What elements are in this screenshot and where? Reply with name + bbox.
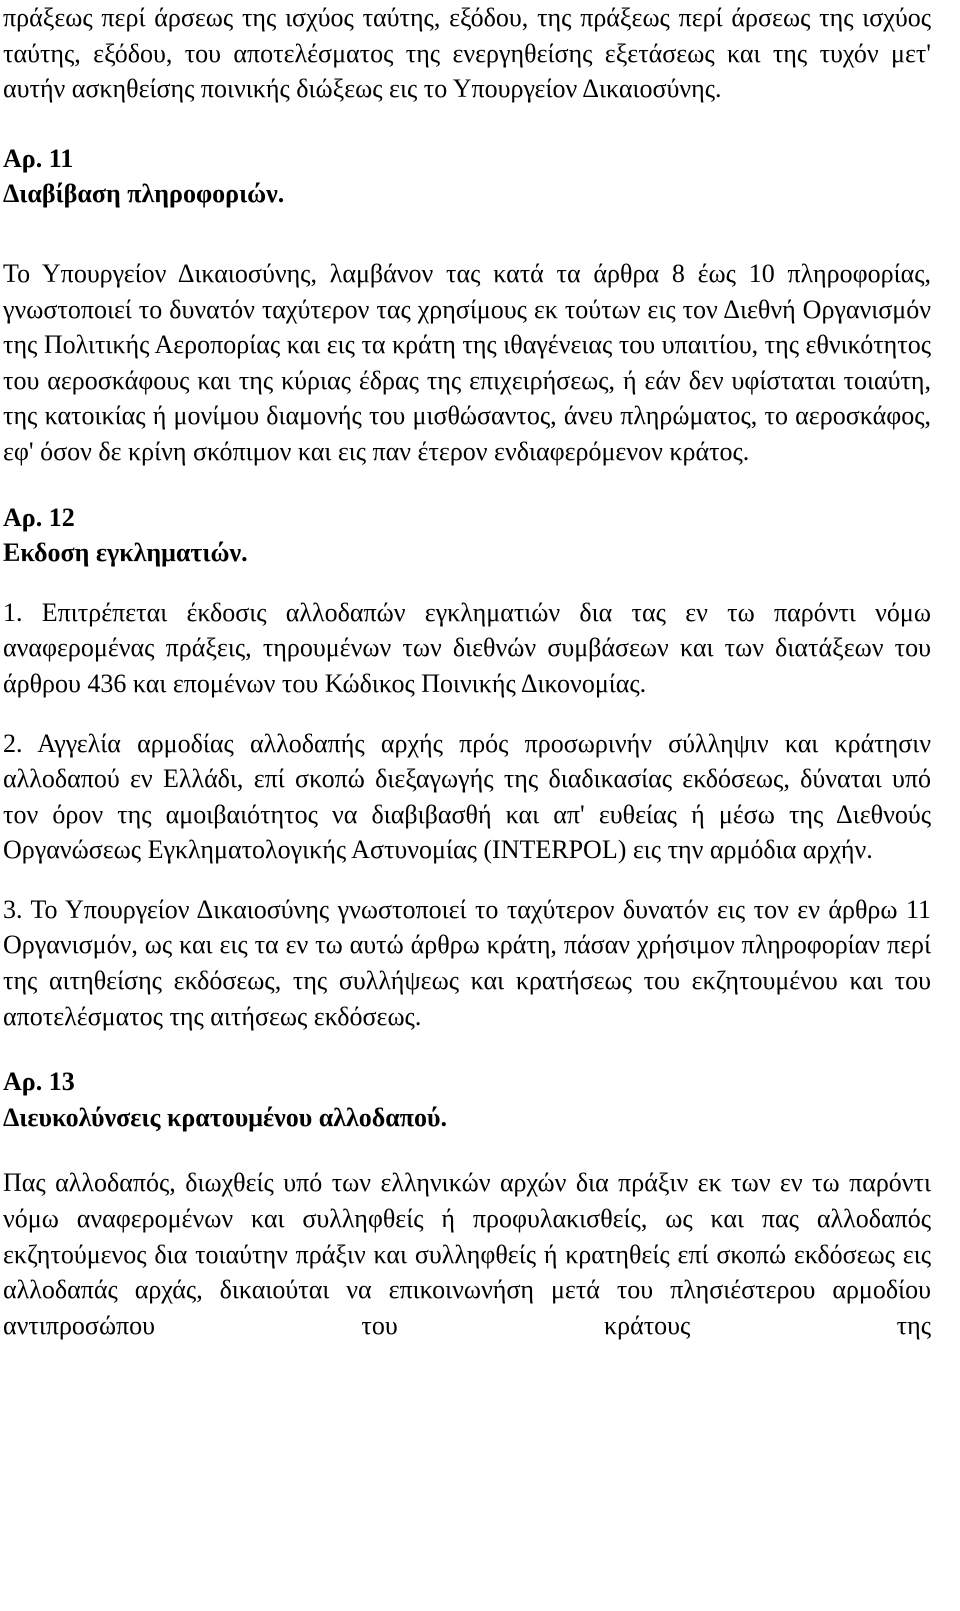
spacer [3, 212, 931, 256]
article-13-title: Διευκολύνσεις κρατουμένου αλλοδαπού. [3, 1102, 448, 1132]
article-13-number: Αρ. 13 [3, 1067, 75, 1097]
spacer [3, 1034, 931, 1064]
article-12-paragraph-3: 3. Το Υπουργείον Δικαιοσύνης γνωστοποιεί το ταχύτερον δυνατόν εις τον εν άρθρω 11 Οργανισμόν, ως και εις τα εν τω αυτώ άρθρω κράτη, πάσαν χρήσιμον πληροφορίαν περί της αιτηθείσης εκδόσεως, της συλλήψεως και κρατήσεως του εκζητουμένου και του αποτελέσματος της αιτήσεως εκδόσεως. [3, 894, 931, 1031]
article-11-title: Διαβίβαση πληροφοριών. [3, 179, 285, 209]
article-12-paragraph-2: 2. Αγγελία αρμοδίας αλλοδαπής αρχής πρός προσωρινήν σύλληψιν και κράτησιν αλλοδαπού εν Ελλάδι, επί σκοπώ διεξαγωγής της διαδικασίας εκδόσεως, δύναται υπό τον όρον της αμοιβαιότητος να διαβιβασθή και απ' ευθείας ή μέσω της Διεθνούς Οργανώσεως Εγκληματολογικής Αστυνομίας (INTERPOL) εις την αρμόδια αρχήν. [3, 728, 931, 865]
spacer [3, 470, 931, 500]
spacer [3, 702, 931, 726]
article-12-number: Αρ. 12 [3, 502, 75, 532]
article-11-paragraph: Το Υπουργείον Δικαιοσύνης, λαμβάνον τας κατά τα άρθρα 8 έως 10 πληροφορίας, γνωστοποιεί το δυνατόν ταχύτερον τας χρησίμους εκ τούτων εις τον Διεθνή Οργανισμόν της Πολιτικής Αεροπορίας και εις τα κράτη της ιθαγένειας του υπαιτίου, της εθνικότητος του αεροσκάφους και της κύριας έδρας της επιχειρήσεως, ή εάν δεν υφίσταται τοιαύτη, της κατοικίας ή μονίμου διαμονής του μισθώσαντος, άνευ πληρώματος, το αεροσκάφος, εφ' όσον δε κρίνη σκόπιμον και εις παν έτερον ενδιαφερόμενον κράτος. [3, 258, 931, 466]
spacer [3, 107, 931, 141]
document-page [3, 0, 931, 1343]
intro-paragraph: πράξεως περί άρσεως της ισχύος ταύτης, εξόδου, της πράξεως περί άρσεως της ισχύος ταύτης, εξόδου, του αποτελέσματος της ενεργηθείσης εξετάσεως και της τυχόν μετ' αυτήν ασκηθείσης ποινικής διώξεως εις το Υπουργείον Δικαιοσύνης. [3, 3, 931, 104]
spacer [3, 1135, 931, 1165]
spacer [3, 868, 931, 892]
article-13-paragraph: Πας αλλοδαπός, διωχθείς υπό των ελληνικών αρχών δια πράξιν εκ των εν τω παρόντι νόμω αναφερομένων και συλληφθείς ή προφυλακισθείς, ως και πας αλλοδαπός εκζητούμενος δια τοιαύτην πράξιν και συλληφθείς ή κρατηθείς επί σκοπώ εκδόσεως εις αλλοδαπάς αρχάς, δικαιούται να επικοινωνήση μετά του πλησιέστερου αρμοδίου αντιπροσώπου του κράτους της [3, 1168, 931, 1340]
article-11-number: Αρ. 11 [3, 143, 74, 173]
spacer [3, 571, 931, 595]
article-12-title: Εκδοση εγκληματιών. [3, 538, 248, 568]
article-12-paragraph-1: 1. Επιτρέπεται έκδοσις αλλοδαπών εγκληματιών δια τας εν τω παρόντι νόμω αναφερομένας πράξεις, τηρουμένων των διεθνών συμβάσεων και των διατάξεων του άρθρου 436 και επομένων του Κώδικος Ποινικής Δικονομίας. [3, 597, 931, 698]
